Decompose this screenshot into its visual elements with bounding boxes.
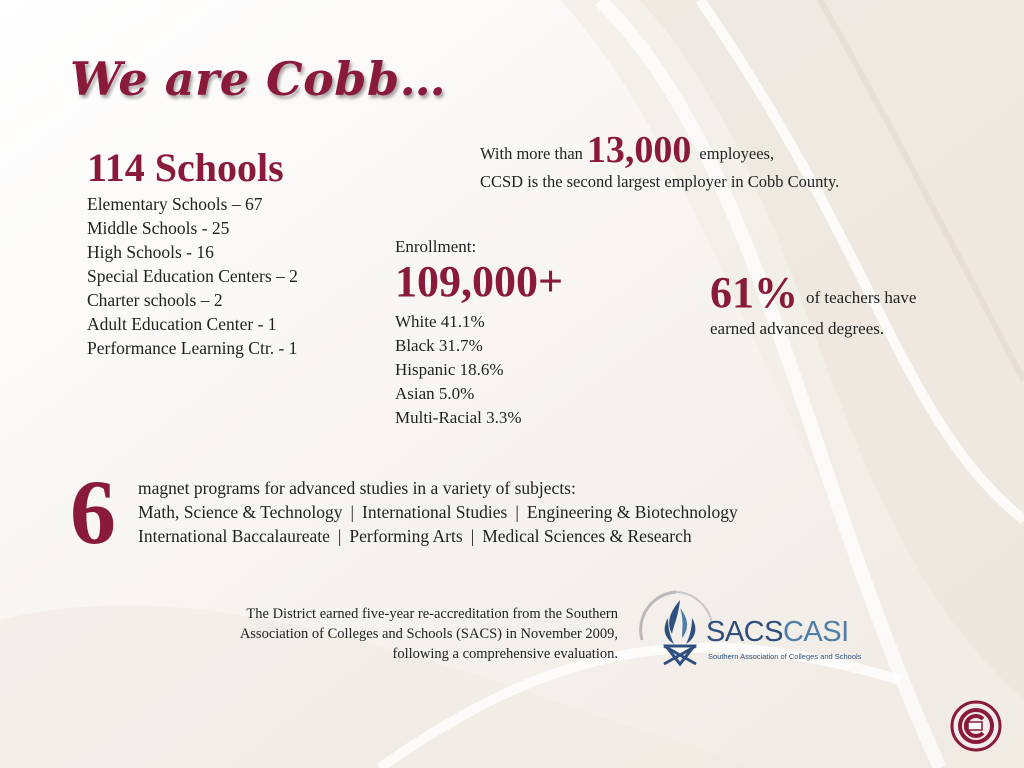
list-item: Asian 5.0% — [395, 384, 475, 403]
sacs-name-bold: SACS — [706, 616, 783, 648]
sacs-subtitle: Southern Association of Colleges and Schools — [708, 652, 862, 661]
teachers-line1: of teachers have — [806, 288, 917, 307]
accreditation-line: following a comprehensive evaluation. — [392, 646, 618, 662]
list-item: Middle Schools - 25 — [87, 218, 230, 238]
accreditation-line: Association of Colleges and Schools (SACS) in November 2009, — [239, 626, 618, 642]
enrollment-label: Enrollment: — [395, 237, 477, 256]
employees-block — [480, 130, 839, 193]
sacs-casi-logo — [636, 588, 860, 670]
list-item: High Schools - 16 — [87, 242, 214, 262]
schools-block — [87, 144, 298, 360]
enrollment-number: 109,000+ — [395, 257, 564, 306]
list-item: Adult Education Center - 1 — [87, 314, 277, 334]
magnet-block — [138, 476, 738, 548]
list-item: International Studies — [362, 502, 508, 522]
schools-list — [87, 192, 298, 360]
enrollment-block — [395, 236, 563, 430]
separator: | — [350, 502, 355, 522]
separator: | — [470, 526, 475, 546]
slide-title: We are Cobb… — [70, 52, 447, 106]
enrollment-breakdown — [395, 310, 563, 430]
list-item: Elementary Schools – 67 — [87, 194, 263, 214]
list-item: Performing Arts — [349, 526, 463, 546]
list-item: Special Education Centers – 2 — [87, 266, 298, 286]
employees-suffix: employees, — [699, 144, 775, 163]
employees-line2: CCSD is the second largest employer in Cobb County. — [480, 172, 840, 191]
list-item: Hispanic 18.6% — [395, 360, 504, 379]
teachers-number: 61% — [710, 268, 798, 317]
employees-prefix: With more than — [480, 144, 583, 163]
schools-headline: 114 Schools — [87, 145, 284, 190]
separator: | — [515, 502, 519, 522]
list-item: Math, Science & Technology — [138, 502, 343, 522]
teachers-line2: earned advanced degrees. — [710, 319, 885, 338]
list-item: Black 31.7% — [395, 336, 483, 355]
sacs-name-light: CASI — [782, 616, 849, 648]
list-item: Performance Learning Ctr. - 1 — [87, 338, 298, 358]
cobb-seal-icon — [950, 700, 1002, 752]
magnet-intro: magnet programs for advanced studies in a variety of subjects: — [138, 478, 576, 498]
list-item: White 41.1% — [395, 312, 485, 331]
employees-number: 13,000 — [586, 129, 692, 171]
magnet-row-2 — [138, 524, 738, 548]
list-item: Medical Sciences & Research — [482, 526, 692, 546]
list-item: Engineering & Biotechnology — [526, 502, 738, 522]
magnet-number: 6 — [70, 461, 116, 563]
accreditation-text — [120, 604, 618, 664]
magnet-row-1 — [138, 500, 738, 524]
list-item: International Baccalaureate — [138, 526, 330, 546]
list-item: Charter schools – 2 — [87, 290, 223, 310]
accreditation-line: The District earned five-year re-accreditation from the Southern — [246, 606, 618, 622]
separator: | — [337, 526, 342, 546]
list-item: Multi-Racial 3.3% — [395, 408, 522, 427]
teachers-block — [710, 268, 916, 342]
